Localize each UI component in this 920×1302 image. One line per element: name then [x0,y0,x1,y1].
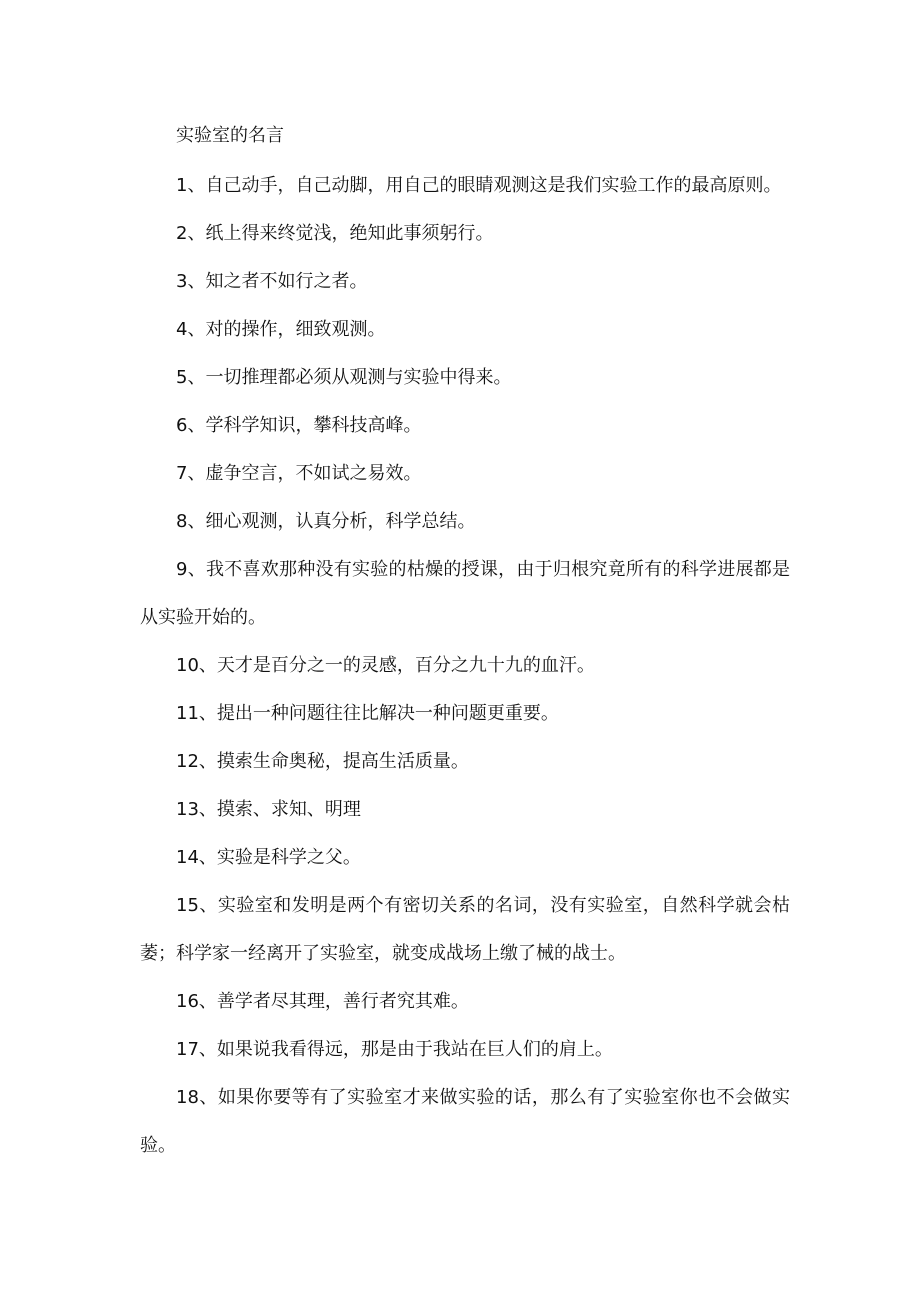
quote-item-5: 5、一切推理都必须从观测与实验中得来。 [176,367,512,388]
quote-item-17: 17、如果说我看得远，那是由于我站在巨人们的肩上。 [176,1039,613,1060]
quote-item-9: 9、我不喜欢那种没有实验的枯燥的授课，由于归根究竟所有的科学进展都是从实验开始的。 [140,559,790,628]
quote-item-15: 15、实验室和发明是两个有密切关系的名词，没有实验室，自然科学就会枯萎；科学家一经离开了实验室，就变成战场上缴了械的战士。 [140,895,790,964]
quote-item-2: 2、纸上得来终觉浅，绝知此事须躬行。 [176,223,494,244]
quote-item-12: 12、摸索生命奥秘，提高生活质量。 [176,751,469,772]
quote-item-16: 16、善学者尽其理，善行者究其难。 [176,991,469,1012]
quote-item-7: 7、虚争空言，不如试之易效。 [176,463,422,484]
document-title: 实验室的名言 [176,125,284,146]
quote-item-10: 10、天才是百分之一的灵感，百分之九十九的血汗。 [176,655,595,676]
quote-item-6: 6、学科学知识，攀科技高峰。 [176,415,422,436]
quote-item-13: 13、摸索、求知、明理 [176,799,361,820]
quote-item-4: 4、对的操作，细致观测。 [176,319,386,340]
quote-item-3: 3、知之者不如行之者。 [176,271,368,292]
quote-item-1: 1、自己动手，自己动脚，用自己的眼睛观测这是我们实验工作的最高原则。 [176,175,782,196]
quote-item-14: 14、实验是科学之父。 [176,847,361,868]
quote-item-8: 8、细心观测，认真分析，科学总结。 [176,511,476,532]
quote-item-11: 11、提出一种问题往往比解决一种问题更重要。 [176,703,559,724]
quote-item-18: 18、如果你要等有了实验室才来做实验的话，那么有了实验室你也不会做实验。 [140,1087,790,1156]
